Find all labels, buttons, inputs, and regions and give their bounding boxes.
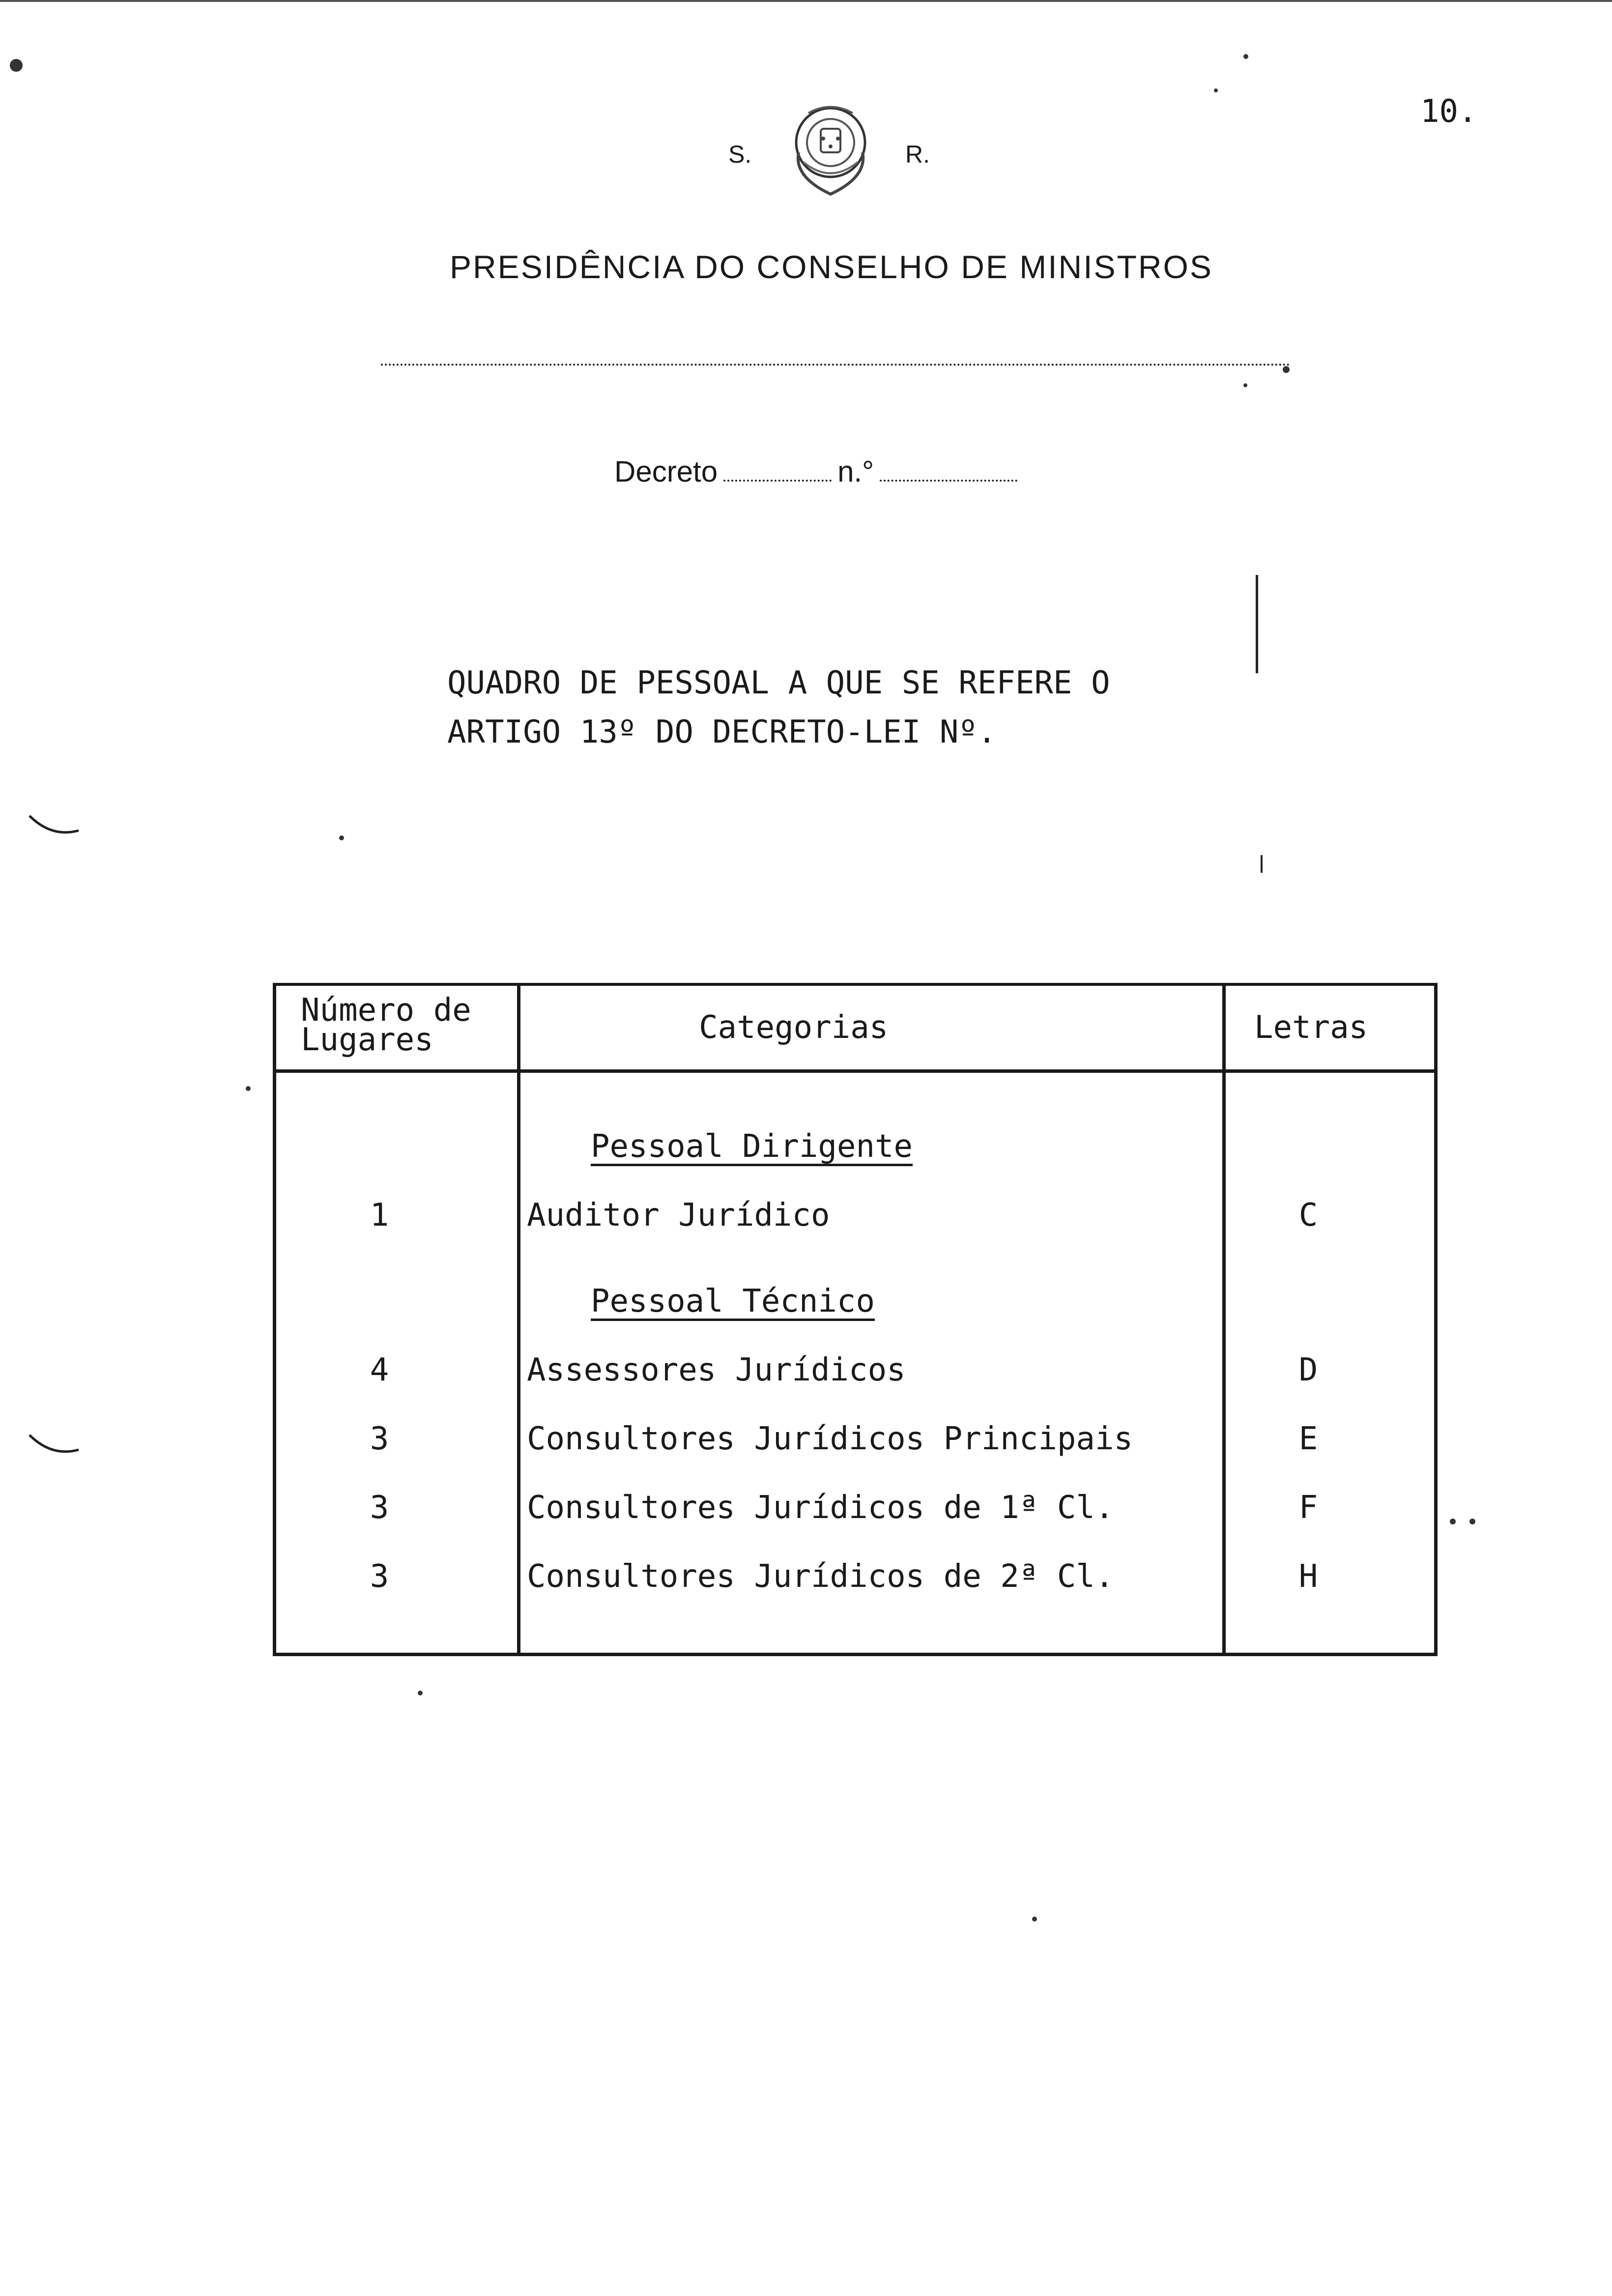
header-number-line-1: Número de <box>301 992 471 1029</box>
scan-mark <box>27 1430 81 1460</box>
row-category: Auditor Jurídico <box>527 1197 830 1234</box>
scan-mark <box>27 811 81 840</box>
page-number: 10. <box>1420 93 1477 130</box>
scan-speck <box>10 59 23 72</box>
header-letters: Letras <box>1254 1009 1368 1046</box>
document-title-line-2: ARTIGO 13º DO DECRETO-LEI Nº. <box>447 714 997 750</box>
scan-speck <box>1469 1519 1475 1524</box>
column-divider <box>1222 986 1226 1653</box>
scan-speck <box>1032 1917 1037 1922</box>
header-categories: Categorias <box>699 1009 889 1046</box>
row-letter: F <box>1298 1490 1318 1526</box>
section-title: Pessoal Técnico <box>591 1283 875 1320</box>
scan-speck <box>1283 366 1290 373</box>
document-title <box>447 659 1110 757</box>
scan-speck <box>1450 1519 1456 1524</box>
scan-speck <box>246 1086 251 1091</box>
republic-emblem-icon <box>774 93 887 206</box>
staff-table <box>273 983 1438 1656</box>
document-title-line-1: QUADRO DE PESSOAL A QUE SE REFERE O <box>447 665 1110 701</box>
row-number: 3 <box>370 1490 389 1526</box>
row-category: Assessores Jurídicos <box>527 1352 906 1388</box>
institution-title: PRESIDÊNCIA DO CONSELHO DE MINISTROS <box>450 249 1213 285</box>
scan-speck <box>1214 88 1218 92</box>
header-number-line-2: Lugares <box>301 1022 433 1058</box>
row-number: 4 <box>370 1352 389 1388</box>
header-number-of-places <box>301 992 471 1058</box>
section-title: Pessoal Dirigente <box>591 1128 913 1165</box>
row-category: Consultores Jurídicos Principais <box>527 1421 1133 1457</box>
emblem-right-letter: R. <box>905 141 930 168</box>
decree-label: Decreto <box>614 455 718 488</box>
header-divider <box>276 1069 1434 1073</box>
decree-number-label: n.° <box>837 455 874 488</box>
row-letter: H <box>1298 1558 1318 1595</box>
scan-speck <box>1243 383 1247 387</box>
row-letter: E <box>1298 1421 1318 1457</box>
column-divider <box>517 986 520 1653</box>
scan-speck <box>339 835 344 840</box>
decree-number-blank <box>880 479 1017 482</box>
scan-speck <box>1243 54 1248 59</box>
decree-line <box>614 455 1023 488</box>
decree-date-blank <box>723 479 832 482</box>
row-letter: C <box>1298 1197 1318 1234</box>
margin-tick-mark <box>1261 855 1263 873</box>
row-category: Consultores Jurídicos de 2ª Cl. <box>527 1558 1114 1595</box>
row-letter: D <box>1298 1352 1318 1388</box>
dotted-separator <box>381 364 1290 366</box>
letterhead-emblem-row <box>722 93 939 206</box>
scan-speck <box>418 1691 423 1695</box>
row-number: 1 <box>370 1197 389 1234</box>
row-number: 3 <box>370 1558 389 1595</box>
emblem-left-letter: S. <box>728 141 752 168</box>
top-border-line <box>0 0 1612 2</box>
margin-vertical-mark <box>1256 575 1258 673</box>
row-number: 3 <box>370 1421 389 1457</box>
row-category: Consultores Jurídicos de 1ª Cl. <box>527 1490 1114 1526</box>
